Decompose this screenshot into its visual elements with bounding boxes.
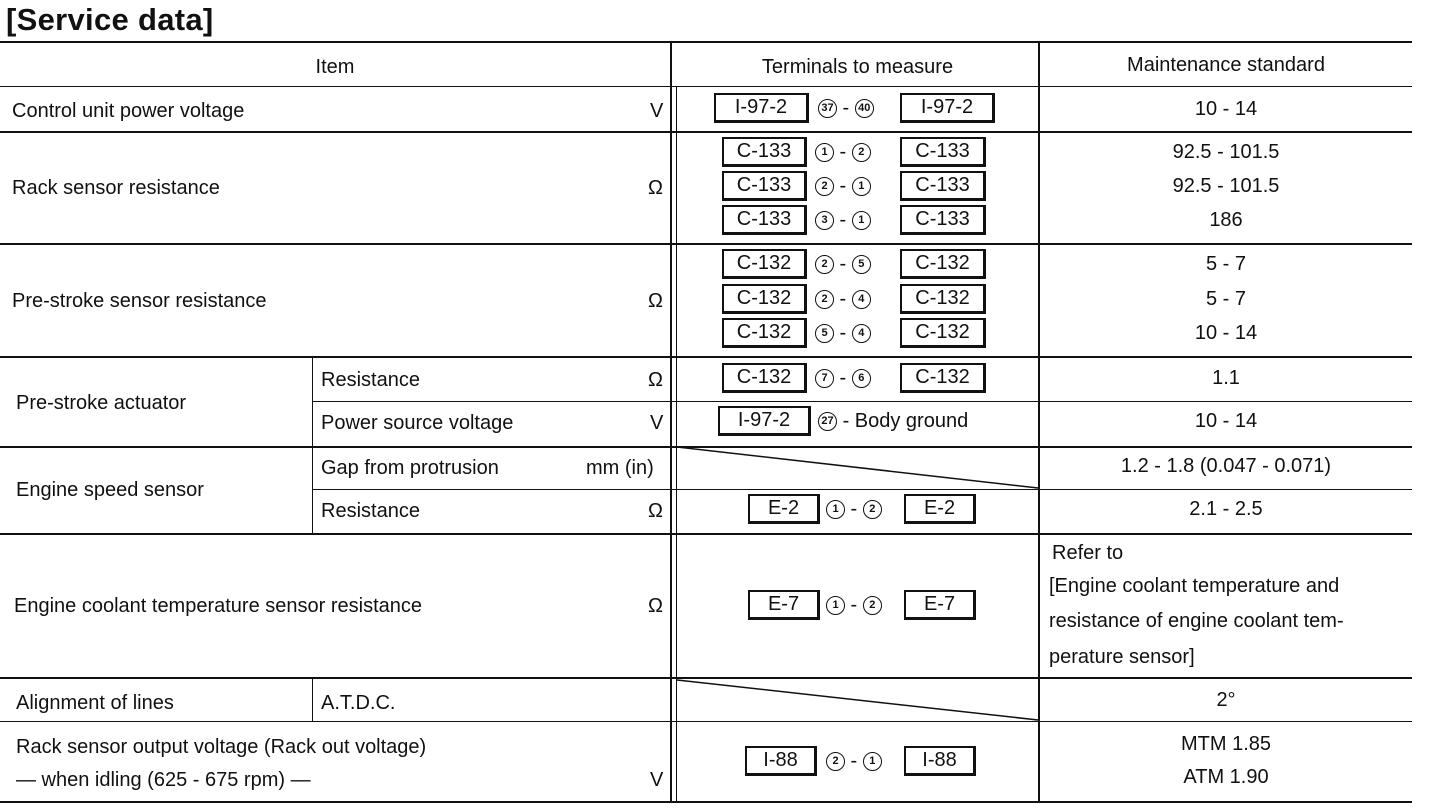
standard-value: MTM 1.85 bbox=[1180, 733, 1272, 755]
terminal-pins: 5 - 4 bbox=[815, 318, 871, 348]
standard-value: 5 - 7 bbox=[1205, 253, 1247, 275]
standard-value: 92.5 - 101.5 bbox=[1172, 141, 1280, 163]
connector-box: C-133 bbox=[722, 137, 807, 167]
standard-note-line: resistance of engine coolant tem- bbox=[1049, 610, 1344, 632]
connector-box: C-133 bbox=[900, 137, 986, 167]
unit-label: mm (in) bbox=[586, 457, 654, 479]
ground-label: - Body ground bbox=[842, 410, 969, 432]
connector-box: C-132 bbox=[900, 363, 986, 393]
header-item: Item bbox=[315, 56, 355, 78]
pin-number: 1 bbox=[815, 143, 834, 162]
pin-number: 2 bbox=[826, 752, 845, 771]
pin-number: 27 bbox=[818, 412, 837, 431]
terminal-pins bbox=[818, 406, 968, 436]
sub-item-label: A.T.D.C. bbox=[321, 692, 396, 714]
item-label: Pre-stroke sensor resistance bbox=[12, 290, 267, 312]
terminal-pins: 3 - 1 bbox=[815, 205, 871, 235]
standard-value: 186 bbox=[1209, 209, 1243, 231]
item-label: Pre-stroke actuator bbox=[16, 392, 187, 414]
pin-number: 5 bbox=[852, 255, 871, 274]
standard-value: 10 - 14 bbox=[1194, 410, 1258, 432]
item-label: Engine speed sensor bbox=[16, 479, 204, 501]
pin-number: 4 bbox=[852, 290, 871, 309]
connector-box: E-2 bbox=[904, 494, 976, 524]
pin-number: 2 bbox=[815, 290, 834, 309]
terminal-pins: 1 - 2 bbox=[815, 137, 871, 167]
item-label: Rack sensor resistance bbox=[12, 177, 220, 199]
pin-number: 2 bbox=[863, 596, 882, 615]
unit-label: Ω bbox=[648, 177, 663, 199]
unit-label: V bbox=[650, 412, 664, 434]
standard-note-line: [Engine coolant temperature and bbox=[1049, 575, 1340, 597]
unit-label: Ω bbox=[648, 290, 663, 312]
item-label-condition: — when idling (625 - 675 rpm) — bbox=[16, 769, 311, 791]
standard-value: 5 - 7 bbox=[1205, 288, 1247, 310]
standard-value: 1.2 - 1.8 (0.047 - 0.071) bbox=[1120, 455, 1332, 477]
connector-box: I-88 bbox=[904, 746, 976, 776]
standard-note-line: Refer to bbox=[1052, 542, 1124, 564]
item-label: Rack sensor output voltage (Rack out voltage) bbox=[16, 736, 427, 758]
connector-box: E-2 bbox=[748, 494, 820, 524]
connector-box: C-132 bbox=[722, 363, 807, 393]
pin-number: 2 bbox=[815, 255, 834, 274]
terminal-pins: 37 - 40 bbox=[818, 93, 874, 123]
pin-number: 7 bbox=[815, 369, 834, 388]
connector-box: C-133 bbox=[722, 205, 807, 235]
item-label: Control unit power voltage bbox=[12, 100, 245, 122]
connector-box: C-132 bbox=[900, 284, 986, 314]
connector-box: C-133 bbox=[722, 171, 807, 201]
sub-item-label: Resistance bbox=[321, 500, 420, 522]
page-title: [Service data] bbox=[6, 2, 214, 37]
pin-number: 1 bbox=[826, 500, 845, 519]
standard-note-line: perature sensor] bbox=[1049, 646, 1195, 668]
unit-label: Ω bbox=[648, 595, 663, 617]
standard-value: 10 - 14 bbox=[1194, 322, 1258, 344]
pin-number: 1 bbox=[863, 752, 882, 771]
standard-value: 1.1 bbox=[1212, 367, 1240, 389]
unit-label: V bbox=[650, 769, 664, 791]
terminal-pins: 1 - 2 bbox=[826, 494, 882, 524]
pin-number: 1 bbox=[852, 177, 871, 196]
sub-item-label: Resistance bbox=[321, 369, 420, 391]
standard-value: ATM 1.90 bbox=[1183, 766, 1269, 788]
terminal-pins: 2 - 5 bbox=[815, 249, 871, 279]
connector-box: C-133 bbox=[900, 205, 986, 235]
connector-box: I-97-2 bbox=[900, 93, 995, 123]
header-standard: Maintenance standard bbox=[1127, 54, 1325, 76]
unit-label: Ω bbox=[648, 369, 663, 391]
connector-box: C-133 bbox=[900, 171, 986, 201]
pin-number: 6 bbox=[852, 369, 871, 388]
pin-number: 2 bbox=[852, 143, 871, 162]
pin-number: 2 bbox=[815, 177, 834, 196]
standard-value: 2° bbox=[1216, 689, 1236, 711]
terminal-pins: 2 - 1 bbox=[815, 171, 871, 201]
pin-number: 1 bbox=[852, 211, 871, 230]
connector-box: E-7 bbox=[904, 590, 976, 620]
terminal-pins: 1 - 2 bbox=[826, 590, 882, 620]
sub-item-label: Gap from protrusion bbox=[321, 457, 499, 479]
connector-box: C-132 bbox=[722, 318, 807, 348]
connector-box: C-132 bbox=[722, 284, 807, 314]
standard-value: 10 - 14 bbox=[1194, 98, 1258, 120]
unit-label: V bbox=[650, 100, 664, 122]
unit-label: Ω bbox=[648, 500, 663, 522]
connector-box: C-132 bbox=[722, 249, 807, 279]
connector-box: C-132 bbox=[900, 249, 986, 279]
blank-cell-diagonal bbox=[677, 446, 1039, 490]
standard-value: 2.1 - 2.5 bbox=[1189, 498, 1263, 520]
pin-number: 5 bbox=[815, 324, 834, 343]
pin-number: 3 bbox=[815, 211, 834, 230]
pin-number: 1 bbox=[826, 596, 845, 615]
terminal-pins: 2 - 1 bbox=[826, 746, 882, 776]
sub-item-label: Power source voltage bbox=[321, 412, 514, 434]
connector-box: I-88 bbox=[745, 746, 817, 776]
item-label: Alignment of lines bbox=[16, 692, 174, 714]
terminal-pins: 2 - 4 bbox=[815, 284, 871, 314]
blank-cell-diagonal bbox=[677, 677, 1039, 722]
pin-number: 2 bbox=[863, 500, 882, 519]
connector-box: C-132 bbox=[900, 318, 986, 348]
pin-number: 40 bbox=[855, 99, 874, 118]
pin-number: 4 bbox=[852, 324, 871, 343]
standard-value: 92.5 - 101.5 bbox=[1172, 175, 1280, 197]
connector-box: I-97-2 bbox=[718, 406, 811, 436]
item-label: Engine coolant temperature sensor resistance bbox=[14, 595, 423, 617]
connector-box: I-97-2 bbox=[714, 93, 809, 123]
connector-box: E-7 bbox=[748, 590, 820, 620]
terminal-pins: 7 - 6 bbox=[815, 363, 871, 393]
pin-number: 37 bbox=[818, 99, 837, 118]
header-terminals: Terminals to measure bbox=[761, 56, 954, 78]
